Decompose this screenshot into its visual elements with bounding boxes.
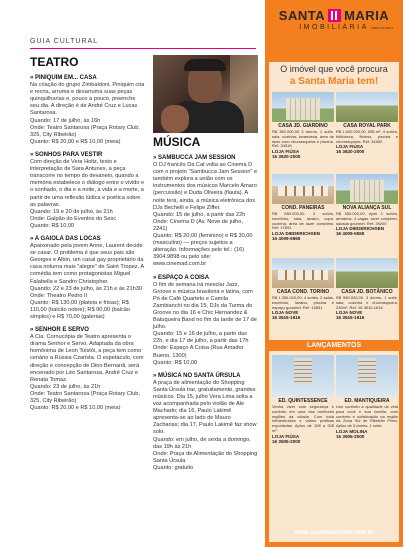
event-where: Onde: Theatro Pedro II bbox=[30, 292, 88, 299]
property-card[interactable]: COND. PANEIRAS R$ 650.000,00. 3 suítes, escritório, sala, lavabo, copa, cozinha, área de lazer completa. Ref. 17691 LOJA DIEDERICHSEN 16 4009-5555 bbox=[272, 174, 334, 242]
property-photo bbox=[336, 92, 398, 122]
property-photo bbox=[272, 174, 334, 204]
event-price: Quanto: R$ 20,00 e R$ 10,00 (meia) bbox=[30, 138, 121, 145]
event-title: » SENHOR E SERVO bbox=[30, 327, 89, 334]
musician-photo bbox=[153, 55, 258, 133]
event-where: Onde: Espaço A Coisa (Rua Amador Bueno, 1300) bbox=[153, 345, 244, 359]
event-item bbox=[153, 275, 258, 367]
guide-label: GUIA CULTURAL bbox=[30, 38, 99, 45]
event-title: » PINIQUIM EM... CASA bbox=[30, 75, 97, 81]
theatre-heading: TEATRO bbox=[30, 55, 79, 69]
event-item bbox=[30, 152, 145, 230]
event-where: Onde: Praça de Alimentação do Shopping Santa Úrsula bbox=[153, 450, 258, 464]
event-price: Quanto: R$ 20,00 (feminino) e R$ 30,00 (masculino) — preços sujeitos a alteração. Informações pelo tel.: (16) 3904.9898 ou pelo site: www.cinemad.com.br bbox=[153, 233, 253, 268]
launches-banner: LANÇAMENTOS bbox=[269, 340, 399, 351]
event-when: Quando: em julho, de sexta a domingo, das 19h às 21h bbox=[153, 436, 251, 450]
music-heading: MÚSICA bbox=[153, 135, 201, 149]
event-text: Apaixonado pela jovem Anne, Laurent decide se casar. O problema é que seus pais são Georges e Albin, um casal gay proprietário da casa noturna mais "alegre" de Saint Tropez. A comédia tem como protagonistas Miguel Falabella e Sandro Christopher. bbox=[30, 243, 144, 285]
event-when: Quando: 22 e 23 de julho, às 21h e às 21h30 bbox=[30, 285, 142, 292]
event-title: » SAMBUCCA JAM SESSION bbox=[153, 155, 236, 161]
property-photo bbox=[272, 92, 334, 122]
event-text: O fim de semana irá mesclar Jazz, Groove e música brasileira e latina, com Pó de Café Quarteto e Camila Zambianchi no dia 15, DJs da Turma do Groove no dia 16 e Chic Hernandez & Batuqueira Band no fim da tarde de 17 de julho. bbox=[153, 281, 257, 331]
event-price: Quanto: gratuito bbox=[153, 464, 194, 471]
property-card[interactable]: ED. MANTIQUEIRA Une conforto à qualidade de vida para você e sua família, com conforto e sofisticação na região da Zona Sul de Ribeirão Preto. Aptos de 3 dorms, 1 suíte. LOJA MOLINA 16 3505-2000 bbox=[336, 355, 398, 440]
event-item bbox=[30, 236, 145, 321]
website-link[interactable]: www.santamariatem.com.br bbox=[294, 530, 374, 536]
brand-mark-icon bbox=[328, 9, 341, 22]
event-item bbox=[30, 75, 145, 146]
event-when: Quando: 15 e 16 de julho, a partir das 22h, e dia 17 de julho, a partir das 17h bbox=[153, 331, 249, 345]
event-price: Quanto: R$ 130,00 (plateia e frisas); R$ 110,00 (balcão nobre); R$ 90,00 (balcão simples) e R$ 70,00 (galerias) bbox=[30, 299, 131, 320]
music-column bbox=[153, 55, 258, 472]
event-price: Quanto: R$ 20,00 e R$ 10,00 (meia) bbox=[30, 405, 121, 412]
property-card[interactable]: NOVA ALIANÇA SUL R$ 350.000,00. Apto 2 suítes, armários, 4 vagas, lazer completo, sacada gourmet. Ref. 39200 LOJA DIEDERICHSEN 16 4009-5555 bbox=[336, 174, 398, 237]
event-title: » MÚSICA NO SANTA ÚRSULA bbox=[153, 372, 241, 379]
event-text: A praça de alimentação do Shopping Santa Úrsula trar, gratuitamente, grandes músicos. Dia 15, julho Vera Lima solta a voz acompanhada pelo violão de Ale Machado; dia 16, Paulo Lakimê apresenta-se ao lado de Mauro Zacharias; dia 17, Paulo Lakimê faz show solo. bbox=[153, 379, 257, 436]
event-when: Quando: 19 e 20 de julho, às 21h bbox=[30, 208, 113, 215]
real-estate-ad[interactable] bbox=[265, 0, 403, 547]
event-text: Na criação do grupo Zimbaldoni, Piniquim cria e recria, arruma e desarruma suas peças quinquilharias e, pouco a pouco, preenche seu dia. A direção é de André Cruz e Lucas Santarosa. bbox=[30, 82, 145, 117]
guide-divider bbox=[30, 48, 256, 49]
creci-number: CRECI 16.783-J bbox=[371, 26, 393, 30]
event-title: » A GAIOLA DAS LOCAS bbox=[30, 235, 101, 242]
property-photo bbox=[336, 355, 398, 397]
property-card[interactable]: CASA COND. TORINO R$ 1.350.000,00. 4 suítes, 2 salas, escritório, lavabo, piscina e espaço gourmet. Ref. 16551 LOJA NOVE 16 3516-1616 bbox=[272, 258, 334, 321]
event-text: A Cia. Cornucópia de Teatro apresenta o drama Senhor e Servo. Adaptada da obra homônima de Leon Tolstói, a peça tem como cenário a Rússia Czarista. O espetáculo, com direção e concepção de Dino Bernardi, será encenado por Léo Santarosa, André Cruz e Renata Tomaz. bbox=[30, 334, 144, 383]
property-photo bbox=[272, 258, 334, 288]
event-price: Quanto: R$ 10,00 bbox=[153, 359, 198, 366]
event-where: Onde: Teatro Santarosa (Praça Rotary Club, 325, City Ribeirão) bbox=[30, 124, 140, 138]
theatre-column bbox=[30, 55, 145, 412]
event-when: Quando: 15 de julho, a partir das 22h bbox=[153, 211, 246, 218]
event-text: O DJ francês Da Cat volta ao Cinema D com o projeto "Sambucca Jam Session" e também explora a união com os instrumentos dos músicos Marcelo Amaro (percussão) e Duda Oliveira (flauta). A noite terá, ainda, a música eletrônica dos DJs Bechelli e Felipe Ziffer. bbox=[153, 162, 258, 211]
brand-logo: SANTA MARIA IMOBILIÁRIA bbox=[278, 8, 390, 31]
property-card[interactable]: CASA JD. BOTÂNICO R$ 580.000,00. 3 dorms, 1 suíte, sala, cozinha e churrasqueira, 230m². Ref. 16 3516-1616 LOJA NOVE 16 3516-1616 bbox=[336, 258, 398, 321]
event-item bbox=[153, 373, 258, 472]
event-item bbox=[30, 327, 145, 412]
event-where: Onde: Cinema D (Av. Nove de julho, 2241) bbox=[153, 218, 243, 232]
event-title: » SONHOS PARA VESTIR bbox=[30, 151, 103, 158]
event-title: » ESPAÇO A COISA bbox=[153, 274, 210, 281]
event-when: Quando: 17 de julho, às 16h bbox=[30, 117, 101, 124]
ad-tagline: O imóvel que você procura bbox=[280, 64, 388, 74]
ad-tagline-highlight: a Santa Maria tem! bbox=[289, 76, 379, 87]
event-text: Com direção de Vera Holtz, texto e interpretação de Sara Antunes, a peça transcorre no tempo do devaneio, quando a memória estabelece o diálogo entre o vivido e o sonhado, o dia e a noite, a vida e a morte, a partir de uma reflexão lúdica e poética sobre as palavras. bbox=[30, 159, 145, 208]
property-photo bbox=[336, 174, 398, 204]
event-where: Onde: Galpão do Eventos do Sesc bbox=[30, 215, 117, 222]
event-price: Quanto: R$ 10,00 bbox=[30, 222, 75, 229]
property-card[interactable]: CASA JD. GIARDINO R$ 380.000,00 3 dorms, 1 suíte, sala, cozinha, lavanderia, área de lazer com churrasqueira e piscina. Ref. 34518 LOJA FIÚSA 16 3620-2000 bbox=[272, 92, 334, 160]
property-photo bbox=[272, 355, 334, 397]
event-item bbox=[153, 155, 258, 269]
property-card[interactable]: ED. QUINTESSENCE Venha viver com segurança e conforto em uma das melhores regiões da cidade. Com toda infraestrutura e vários práticas exportadas. Aptos de 108 a 328 m². LOJA FIÚSA 16 3505-2000 bbox=[272, 355, 334, 444]
property-card[interactable]: CASA ROYAL PARK R$ 1.600.000,00. 655 m², 4 suítes, biblioteca, fitness, piscina e churrasqueira. Ref. 34552 LOJA FIÚSA 16 3620-2000 bbox=[336, 92, 398, 155]
property-photo bbox=[336, 258, 398, 288]
event-when: Quando: 23 de julho, às 21h bbox=[30, 383, 101, 390]
event-where: Onde: Teatro Santarosa (Praça Rotary Club, 325, City Ribeirão) bbox=[30, 390, 140, 405]
